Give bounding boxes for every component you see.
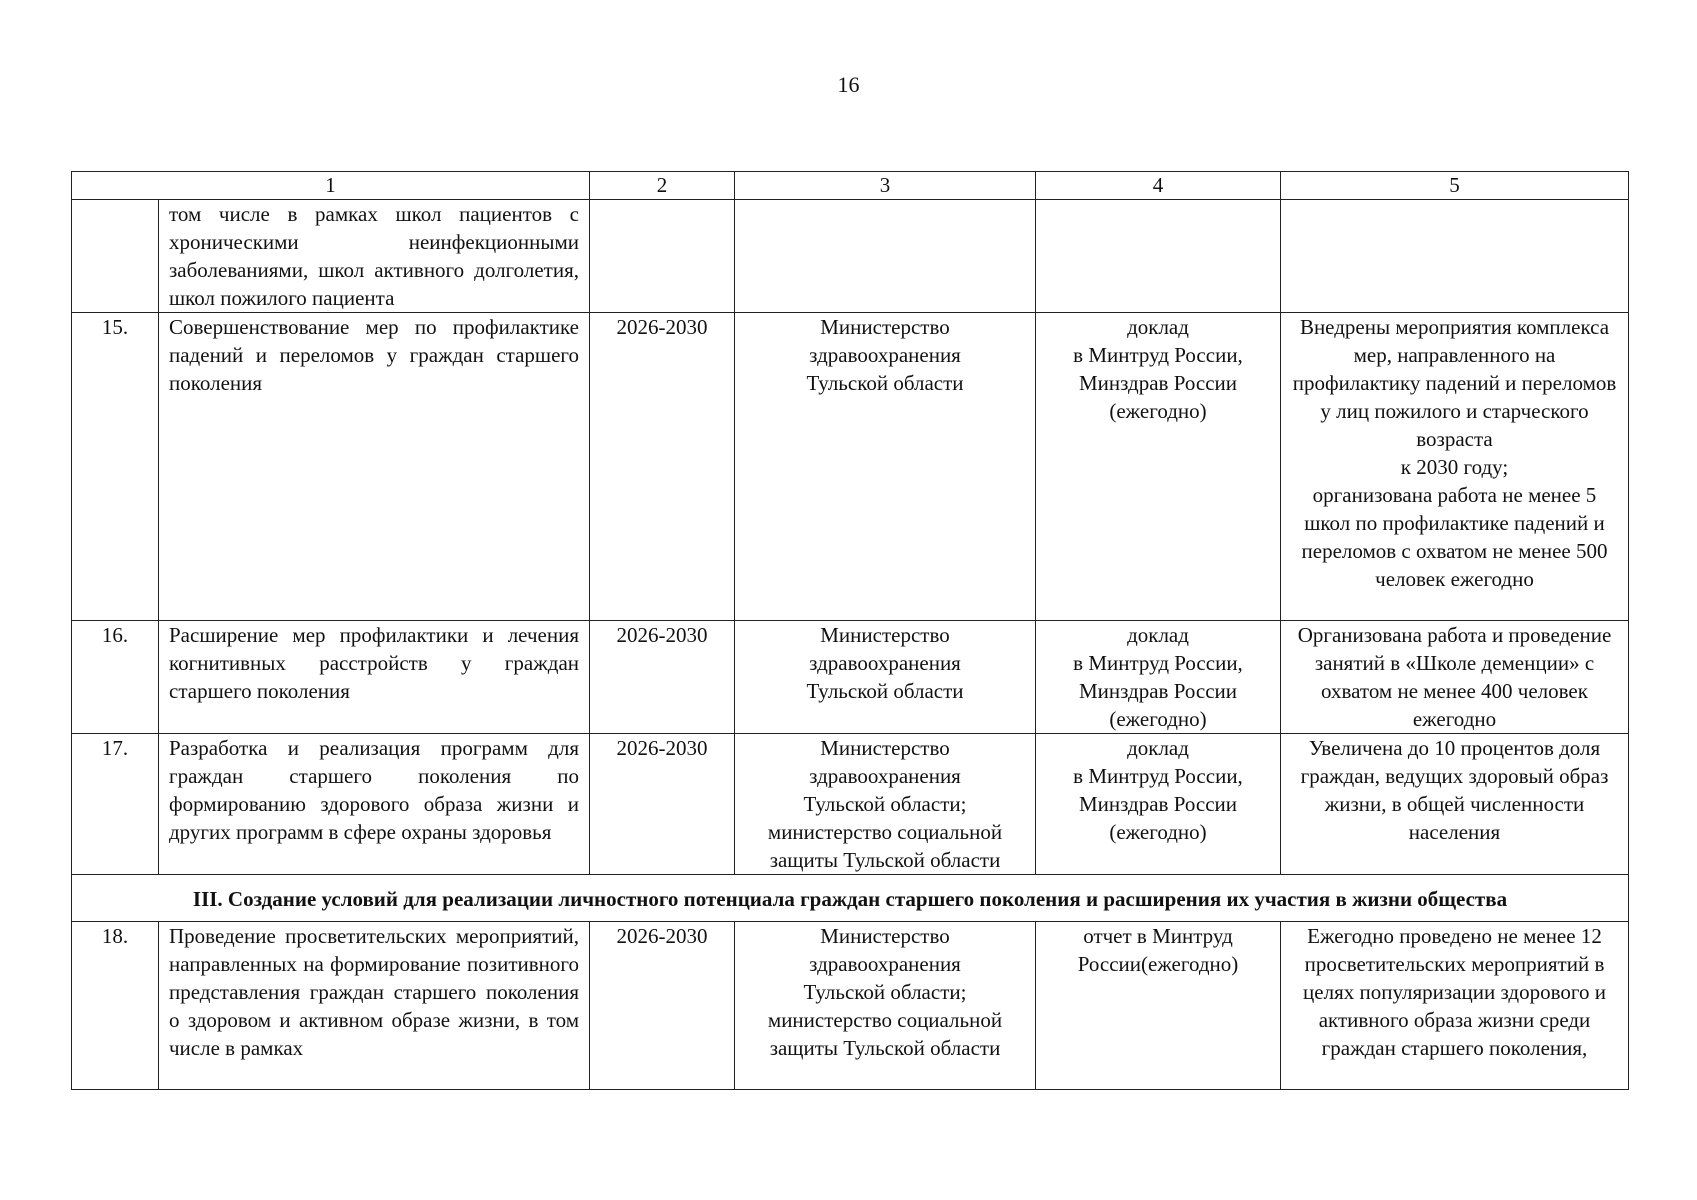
column-header-5: 5 [1281, 172, 1629, 200]
page-number: 16 [837, 72, 860, 97]
period-cell: 2026-2030 [590, 734, 735, 875]
result-cell [1281, 200, 1629, 313]
result-cell: Увеличена до 10 процентов доля граждан, ведущих здоровый образ жизни, в общей численности населения [1281, 734, 1629, 875]
table-row-15 [72, 313, 1629, 621]
table-row-18 [72, 922, 1629, 1090]
column-header-3: 3 [735, 172, 1036, 200]
section-title: III. Создание условий для реализации личностного потенциала граждан старшего поколения и расширения их участия в жизни общества [72, 875, 1629, 922]
executor-cell: Министерство здравоохранения Тульской области [735, 313, 1036, 621]
table-row-16 [72, 621, 1629, 734]
row-number-cell: 17. [72, 734, 159, 875]
period-cell: 2026-2030 [590, 313, 735, 621]
section-heading-row [72, 875, 1629, 922]
measure-name-cell: Расширение мер профилактики и лечения когнитивных расстройств у граждан старшего поколения [159, 621, 590, 734]
report-cell: отчет в Минтруд России(ежегодно) [1036, 922, 1281, 1090]
column-header-1: 1 [72, 172, 590, 200]
measure-name-cell: Разработка и реализация программ для граждан старшего поколения по формированию здорового образа жизни и других программ в сфере охраны здоровья [159, 734, 590, 875]
column-header-2: 2 [590, 172, 735, 200]
report-cell: доклад в Минтруд России, Минздрав России (ежегодно) [1036, 621, 1281, 734]
table-row-17 [72, 734, 1629, 875]
row-number-cell: 16. [72, 621, 159, 734]
column-number-row [72, 172, 1629, 200]
period-cell: 2026-2030 [590, 621, 735, 734]
result-cell: Ежегодно проведено не менее 12 просветительских мероприятий в целях популяризации здорового и активного образа жизни среди граждан старшего поколения, [1281, 922, 1629, 1090]
action-plan-table [71, 171, 1629, 1090]
report-cell: доклад в Минтруд России, Минздрав России (ежегодно) [1036, 313, 1281, 621]
measure-name-cell: том числе в рамках школ пациентов с хроническими неинфекционными заболеваниями, школ активного долголетия, школ пожилого пациента [159, 200, 590, 313]
period-cell [590, 200, 735, 313]
measure-name-cell: Совершенствование мер по профилактике падений и переломов у граждан старшего поколения [159, 313, 590, 621]
row-number-cell: 15. [72, 313, 159, 621]
result-cell: Организована работа и проведение занятий в «Школе деменции» с охватом не менее 400 человек ежегодно [1281, 621, 1629, 734]
measure-name-cell: Проведение просветительских мероприятий, направленных на формирование позитивного представления граждан старшего поколения о здоровом и активном образе жизни, в том числе в рамках [159, 922, 590, 1090]
executor-cell: Министерство здравоохранения Тульской области; министерство социальной защиты Тульской области [735, 734, 1036, 875]
executor-cell: Министерство здравоохранения Тульской области [735, 621, 1036, 734]
result-cell: Внедрены мероприятия комплекса мер, направленного на профилактику падений и переломов у лиц пожилого и старческого возраста к 2030 году; организована работа не менее 5 школ по профилактике падений и переломов с охватом не менее 500 человек ежегодно [1281, 313, 1629, 621]
executor-cell: Министерство здравоохранения Тульской области; министерство социальной защиты Тульской области [735, 922, 1036, 1090]
report-cell: доклад в Минтруд России, Минздрав России (ежегодно) [1036, 734, 1281, 875]
table-row-continuation [72, 200, 1629, 313]
executor-cell [735, 200, 1036, 313]
report-cell [1036, 200, 1281, 313]
column-header-4: 4 [1036, 172, 1281, 200]
period-cell: 2026-2030 [590, 922, 735, 1090]
row-number-cell [72, 200, 159, 313]
row-number-cell: 18. [72, 922, 159, 1090]
